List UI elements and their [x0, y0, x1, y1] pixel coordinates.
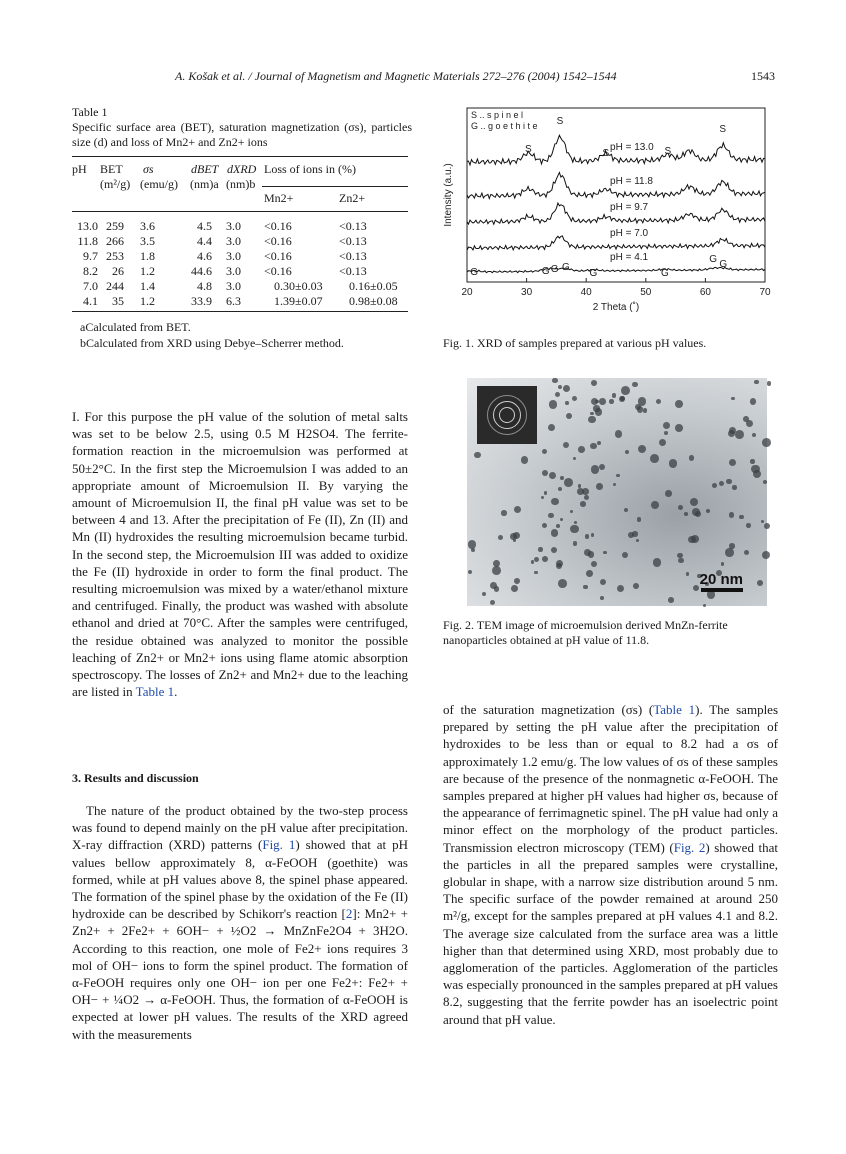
- nanoparticle: [750, 398, 756, 404]
- nanoparticle: [542, 556, 548, 562]
- nanoparticle: [620, 396, 625, 401]
- x-tick-label: 60: [699, 287, 711, 298]
- table-cell-dbet: 4.6: [197, 249, 212, 263]
- table-cell-bet: 266: [106, 234, 124, 248]
- nanoparticle: [548, 513, 553, 518]
- nanoparticle: [599, 398, 606, 405]
- table-cell-dxrd: 3.0: [226, 249, 241, 263]
- peak-label-goethite: G: [589, 268, 598, 279]
- nanoparticle: [595, 408, 602, 415]
- nanoparticle: [577, 488, 584, 495]
- nanoparticle: [570, 510, 573, 513]
- col-dbet: dBET: [191, 162, 219, 176]
- table-cell-mn: 1.39±0.07: [274, 294, 323, 308]
- nanoparticle: [622, 552, 628, 558]
- nanoparticle: [757, 580, 763, 586]
- table-header-rule: [72, 211, 408, 212]
- table-cell-dxrd: 3.0: [226, 279, 241, 293]
- col-mn: Mn2+: [264, 191, 294, 205]
- nanoparticle: [624, 508, 628, 512]
- peak-label-goethite: G: [562, 262, 570, 273]
- col-sigma: σs: [143, 162, 154, 176]
- nanoparticle: [621, 386, 630, 395]
- nanoparticle: [689, 455, 695, 461]
- nanoparticle: [552, 378, 557, 383]
- y-axis-label: Intensity (a.u.): [443, 163, 454, 227]
- nanoparticle: [721, 562, 725, 566]
- nanoparticle: [556, 524, 560, 528]
- nanoparticle: [719, 481, 725, 487]
- table-cell-zn: <0.13: [339, 234, 367, 248]
- nanoparticle: [637, 406, 643, 412]
- nanoparticle: [544, 491, 547, 494]
- col-bet: BET: [100, 162, 123, 176]
- nanoparticle: [746, 420, 753, 427]
- nanoparticle: [558, 385, 562, 389]
- nanoparticle: [555, 392, 560, 397]
- nanoparticle: [494, 586, 499, 591]
- peak-label-goethite: G: [719, 259, 728, 270]
- nanoparticle: [612, 393, 616, 397]
- table1-link[interactable]: Table 1: [135, 684, 175, 700]
- nanoparticle: [510, 533, 517, 540]
- x-tick-label: 40: [580, 287, 592, 298]
- x-axis-label: 2 Theta (˚): [592, 302, 640, 313]
- nanoparticle: [566, 413, 572, 419]
- peak-label-spinel: S: [556, 116, 564, 127]
- nanoparticle: [586, 570, 593, 577]
- nanoparticle: [712, 483, 717, 488]
- paragraph-discussion: of the saturation magnetization (σs) (Table 1). The samples prepared by setting the pH value after the precipitation of hydroxides to be less than or equal to 8.2 had a σs of approximately 1.2 emu/g. The low values of σs of these samples are because of the presence of the nonmagnetic α-FeOOH. The samples prepared at higher pH values had higher σs, because of the appearance of ferrimagnetic spinel. The pH value had only a minor effect on the morphology of the product particles. Transmission electron microscopy (TEM) (Fig. 2) showed that the particles in all the prepared samples were crystalline, globular in shape, with a narrow size distribution around 5 nm. The specific surface of the powder remained at around 250 m²/g, except for the samples prepared at pH values 4.1 and 8.2. The average size calculated from the surface area was a little higher than that determined using XRD, most probably due to agglomeration of the particles. Agglomeration of the particles was especially pronounced in the samples prepared at pH values 8.2, suggesting that the ferrite powder has an isoelectric point around that pH value.: [443, 702, 779, 1027]
- nanoparticle: [580, 501, 586, 507]
- col-zn: Zn2+: [339, 191, 366, 205]
- nanoparticle: [542, 449, 547, 454]
- nanoparticle: [556, 563, 562, 569]
- table-cell-ph: 9.7: [83, 249, 98, 263]
- page-number: 1543: [751, 69, 775, 83]
- table-cell-mn: <0.16: [264, 234, 292, 248]
- nanoparticle: [596, 483, 603, 490]
- nanoparticle: [651, 501, 659, 509]
- nanoparticle: [690, 498, 698, 506]
- table-cell-dbet: 4.5: [197, 219, 212, 233]
- nanoparticle: [659, 439, 666, 446]
- nanoparticle: [675, 400, 683, 408]
- nanoparticle: [726, 479, 732, 485]
- nanoparticle: [753, 470, 761, 478]
- table-cell-dbet: 33.9: [191, 294, 212, 308]
- fig1-caption: Fig. 1. XRD of samples prepared at various pH values.: [443, 336, 707, 350]
- table-cell-ph: 8.2: [83, 264, 98, 278]
- table-cell-mn: 0.30±0.03: [274, 279, 323, 293]
- col-dxrd: dXRD: [227, 162, 257, 176]
- legend-spinel: S .. s p i n e l: [471, 110, 524, 120]
- table-caption: Specific surface area (BET), saturation magnetization (σs), particles size (d) and loss of Mn2+ and Zn2+ ions: [72, 120, 412, 149]
- nanoparticle: [534, 571, 538, 575]
- table-cell-dbet: 4.4: [197, 234, 212, 248]
- nanoparticle: [695, 511, 701, 517]
- table-cell-sigma: 1.2: [140, 264, 155, 278]
- nanoparticle: [551, 547, 557, 553]
- table-cell-mn: <0.16: [264, 249, 292, 263]
- table-cell-bet: 253: [106, 249, 124, 263]
- nanoparticle: [638, 397, 646, 405]
- table-cell-bet: 244: [106, 279, 124, 293]
- nanoparticle: [514, 578, 520, 584]
- nanoparticle: [599, 464, 605, 470]
- section-heading: 3. Results and discussion: [72, 771, 199, 785]
- nanoparticle: [633, 583, 639, 589]
- nanoparticle: [514, 506, 521, 513]
- col-dbet-unit: (nm)a: [190, 177, 219, 191]
- nanoparticle: [578, 446, 585, 453]
- nanoparticle: [762, 438, 771, 447]
- peak-label-spinel: S: [525, 144, 532, 155]
- nanoparticle: [583, 585, 588, 590]
- nanoparticle: [603, 551, 607, 555]
- nanoparticle: [572, 396, 577, 401]
- nanoparticle: [752, 433, 756, 437]
- nanoparticle: [761, 520, 764, 523]
- nanoparticle: [560, 518, 563, 521]
- nanoparticle: [590, 412, 593, 415]
- peak-label-goethite: G: [660, 268, 669, 279]
- nanoparticle: [615, 430, 622, 437]
- table-label: Table 1: [72, 105, 108, 119]
- table-cell-sigma: 1.4: [140, 279, 155, 293]
- table-bottom-rule: [72, 311, 408, 312]
- col-ph: pH: [72, 162, 87, 176]
- tem-image: [467, 378, 767, 606]
- nanoparticle: [643, 408, 648, 413]
- table-cell-sigma: 3.6: [140, 219, 155, 233]
- nanoparticle: [551, 498, 558, 505]
- nanoparticle: [637, 517, 641, 521]
- nanoparticle: [735, 430, 744, 439]
- col-sigma-unit: (emu/g): [140, 177, 178, 191]
- nanoparticle: [564, 478, 573, 487]
- nanoparticle: [688, 536, 696, 544]
- nanoparticle: [563, 385, 570, 392]
- paragraph-methods: I. For this purpose the pH value of the solution of metal salts was set to be below 2.5, using 0.5 M H2SO4. The ferrite-formation reaction in the microemulsion was performed at 50±2°C. In the first step the Microemulsion I was added to an appropriate amount of Microemulsion II. By varying the amount of Microemulsion II, the final pH value was set to be between 4 and 13. After the precipitation of Fe (II), Zn (II) and Mn (II) hydroxides the resulting microemulsion became turbid. In the second step, the Microemulsion III was added to oxidize the Fe (II) hydroxide in order to form the final product. The resulting microemulsion was mixed by a water/ethanol mixture and centrifuged. Finally, the product was washed with absolute ethanol and dried at 70°C. After the samples were centrifuged, the residue obtained was analyzed to monitor the possible leaching of Zn2+ or Mn2+ ions using flame atomic absorption spectroscopy. The losses of Zn2+ and Mn2+ due to the leaching are listed in Table 1.: [72, 409, 408, 700]
- nanoparticle: [616, 474, 620, 478]
- nanoparticle: [613, 483, 616, 486]
- scale-label: 20 nm: [699, 571, 743, 588]
- peak-label-spinel: S: [602, 148, 610, 159]
- table-cell-zn: 0.98±0.08: [349, 294, 398, 308]
- table-cell-ph: 7.0: [83, 279, 98, 293]
- nanoparticle: [767, 381, 772, 386]
- table-cell-dxrd: 3.0: [226, 234, 241, 248]
- nanoparticle: [570, 525, 578, 533]
- table-cell-dxrd: 3.0: [226, 219, 241, 233]
- table-footnote-a: aCalculated from BET.: [80, 320, 191, 334]
- loss-sub-rule: [262, 186, 408, 187]
- nanoparticle: [563, 442, 569, 448]
- peak-label-spinel: S: [664, 146, 672, 157]
- nanoparticle: [471, 548, 475, 552]
- diffraction-inset: [477, 386, 537, 444]
- col-dxrd-unit: (nm)b: [226, 177, 256, 191]
- nanoparticle: [729, 459, 736, 466]
- journal-citation: A. Košak et al. / Journal of Magnetism and Magnetic Materials 272–276 (2004) 1542–1544: [175, 69, 617, 83]
- nanoparticle: [653, 558, 662, 567]
- table-cell-zn: <0.13: [339, 264, 367, 278]
- paragraph-results: The nature of the product obtained by the two-step process was found to depend mainly on the pH value after precipitation. X-ray diffraction (XRD) patterns (Fig. 1) showed that at pH values bellow approximately 8, α-FeOOH (goethite) was formed, while at pH values above 8, the spinel phase appeared. The formation of the spinel phase by the oxidation of the Fe (II) hydroxide can be described by Schikorr's reaction [2]: Mn2+ + Zn2+ + 2Fe2+ + 6OH− + ½O2 → MnZnFe2O4 + 3H2O. According to this reaction, one mole of Fe2+ ions requires 3 mol of OH− ions to form the spinel product. The formation of α-FeOOH requires only one OH− ion per one Fe2+: Fe2+ + OH− + ¼O2 → α-FeOOH. Thus, the formation of α-FeOOH is expected at lower pH values. The results of the XRD agreed with the measurements: [72, 803, 409, 1042]
- x-tick-label: 30: [521, 287, 533, 298]
- nanoparticle: [744, 550, 749, 555]
- table-cell-bet: 26: [112, 264, 124, 278]
- nanoparticle: [638, 445, 646, 453]
- series-label: pH = 9.7: [610, 202, 649, 213]
- table1-link-2[interactable]: Table 1: [653, 702, 696, 717]
- nanoparticle: [609, 399, 614, 404]
- nanoparticle: [754, 380, 759, 385]
- x-tick-label: 20: [461, 287, 473, 298]
- nanoparticle: [668, 597, 674, 603]
- table-cell-zn: 0.16±0.05: [349, 279, 398, 293]
- nanoparticle: [565, 401, 569, 405]
- fig2-link[interactable]: Fig. 2: [673, 839, 706, 855]
- nanoparticle: [468, 540, 477, 549]
- nanoparticle: [584, 495, 589, 500]
- nanoparticle: [474, 452, 480, 458]
- ref2-link[interactable]: 2: [345, 906, 353, 922]
- x-tick-label: 70: [759, 287, 771, 298]
- nanoparticle: [468, 570, 472, 574]
- legend-goethite: G .. g o e t h i t e: [471, 121, 538, 131]
- nanoparticle: [498, 535, 503, 540]
- nanoparticle: [560, 476, 564, 480]
- nanoparticle: [706, 509, 710, 513]
- nanoparticle: [663, 422, 670, 429]
- nanoparticle: [739, 515, 744, 520]
- nanoparticle: [549, 400, 558, 409]
- xrd-chart-svg: [443, 102, 775, 332]
- nanoparticle: [703, 604, 706, 607]
- nanoparticle: [750, 459, 754, 463]
- table-cell-dxrd: 6.3: [226, 294, 241, 308]
- nanoparticle: [600, 579, 606, 585]
- nanoparticle: [591, 465, 599, 473]
- table-cell-ph: 13.0: [77, 219, 98, 233]
- table-cell-mn: <0.16: [264, 219, 292, 233]
- series-label: pH = 4.1: [610, 252, 649, 263]
- nanoparticle: [588, 416, 596, 424]
- nanoparticle: [549, 472, 556, 479]
- nanoparticle: [573, 457, 576, 460]
- nanoparticle: [591, 533, 594, 536]
- x-tick-label: 50: [640, 287, 652, 298]
- peak-label-spinel: S: [719, 124, 727, 135]
- peak-label-goethite: G: [709, 254, 718, 265]
- nanoparticle: [656, 399, 661, 404]
- nanoparticle: [597, 441, 601, 445]
- nanoparticle: [600, 596, 604, 600]
- fig2-caption: Fig. 2. TEM image of microemulsion derived MnZn-ferrite nanoparticles obtained at pH value of 11.8.: [443, 618, 728, 647]
- col-loss: Loss of ions in (%): [264, 162, 356, 176]
- table-cell-sigma: 1.8: [140, 249, 155, 263]
- scale-bar: [701, 588, 743, 592]
- nanoparticle: [650, 454, 659, 463]
- nanoparticle: [590, 443, 597, 450]
- nanoparticle: [521, 456, 529, 464]
- nanoparticle: [669, 459, 677, 467]
- table-footnote-b: bCalculated from XRD using Debye–Scherrer method.: [80, 336, 344, 350]
- nanoparticle: [732, 485, 736, 489]
- nanoparticle: [678, 505, 683, 510]
- nanoparticle: [617, 585, 624, 592]
- nanoparticle: [762, 551, 770, 559]
- nanoparticle: [595, 400, 598, 403]
- col-bet-unit: (m²/g): [100, 177, 131, 191]
- nanoparticle: [542, 523, 547, 528]
- nanoparticle: [665, 490, 672, 497]
- nanoparticle: [591, 561, 597, 567]
- table-cell-zn: <0.13: [339, 249, 367, 263]
- nanoparticle: [675, 424, 683, 432]
- table-cell-zn: <0.13: [339, 219, 367, 233]
- nanoparticle: [746, 523, 751, 528]
- nanoparticle: [763, 480, 767, 484]
- peak-label-goethite: G: [470, 267, 479, 278]
- table-cell-dxrd: 3.0: [226, 264, 241, 278]
- nanoparticle: [573, 541, 578, 546]
- nanoparticle: [729, 512, 735, 518]
- nanoparticle: [542, 470, 548, 476]
- nanoparticle: [628, 532, 634, 538]
- nanoparticle: [531, 560, 535, 564]
- table-cell-ph: 4.1: [83, 294, 98, 308]
- table-cell-dbet: 4.8: [197, 279, 212, 293]
- series-label: pH = 7.0: [610, 228, 649, 239]
- nanoparticle: [625, 450, 629, 454]
- table-cell-sigma: 1.2: [140, 294, 155, 308]
- table-cell-ph: 11.8: [77, 234, 98, 248]
- table-cell-dbet: 44.6: [191, 264, 212, 278]
- peak-label-goethite: G: [550, 264, 559, 275]
- table-cell-bet: 259: [106, 219, 124, 233]
- nanoparticle: [558, 579, 567, 588]
- nanoparticle: [558, 487, 562, 491]
- nanoparticle: [725, 548, 734, 557]
- nanoparticle: [534, 557, 539, 562]
- nanoparticle: [678, 558, 684, 564]
- series-label: pH = 11.8: [610, 176, 653, 187]
- nanoparticle: [591, 380, 597, 386]
- table-cell-mn: <0.16: [264, 264, 292, 278]
- table-top-rule: [72, 156, 408, 157]
- nanoparticle: [729, 543, 734, 548]
- nanoparticle: [501, 510, 507, 516]
- table-cell-sigma: 3.5: [140, 234, 155, 248]
- nanoparticle: [574, 521, 577, 524]
- nanoparticle: [677, 553, 683, 559]
- series-label: pH = 13.0: [610, 142, 654, 153]
- nanoparticle: [686, 572, 690, 576]
- nanoparticle: [731, 397, 734, 400]
- peak-label-goethite: G: [541, 266, 550, 277]
- xrd-chart: [443, 102, 775, 332]
- nanoparticle: [548, 424, 555, 431]
- nanoparticle: [693, 585, 699, 591]
- nanoparticle: [492, 566, 501, 575]
- nanoparticle: [764, 523, 770, 529]
- running-header: [0, 69, 846, 87]
- fig1-link[interactable]: Fig. 1: [262, 837, 296, 853]
- nanoparticle: [636, 539, 639, 542]
- table-cell-bet: 35: [112, 294, 124, 308]
- nanoparticle: [541, 496, 544, 499]
- nanoparticle: [551, 529, 559, 537]
- nanoparticle: [538, 547, 543, 552]
- nanoparticle: [511, 585, 518, 592]
- nanoparticle: [664, 431, 668, 435]
- nanoparticle: [632, 382, 638, 388]
- nanoparticle: [482, 592, 486, 596]
- nanoparticle: [585, 534, 589, 538]
- nanoparticle: [490, 600, 496, 606]
- nanoparticle: [684, 512, 688, 516]
